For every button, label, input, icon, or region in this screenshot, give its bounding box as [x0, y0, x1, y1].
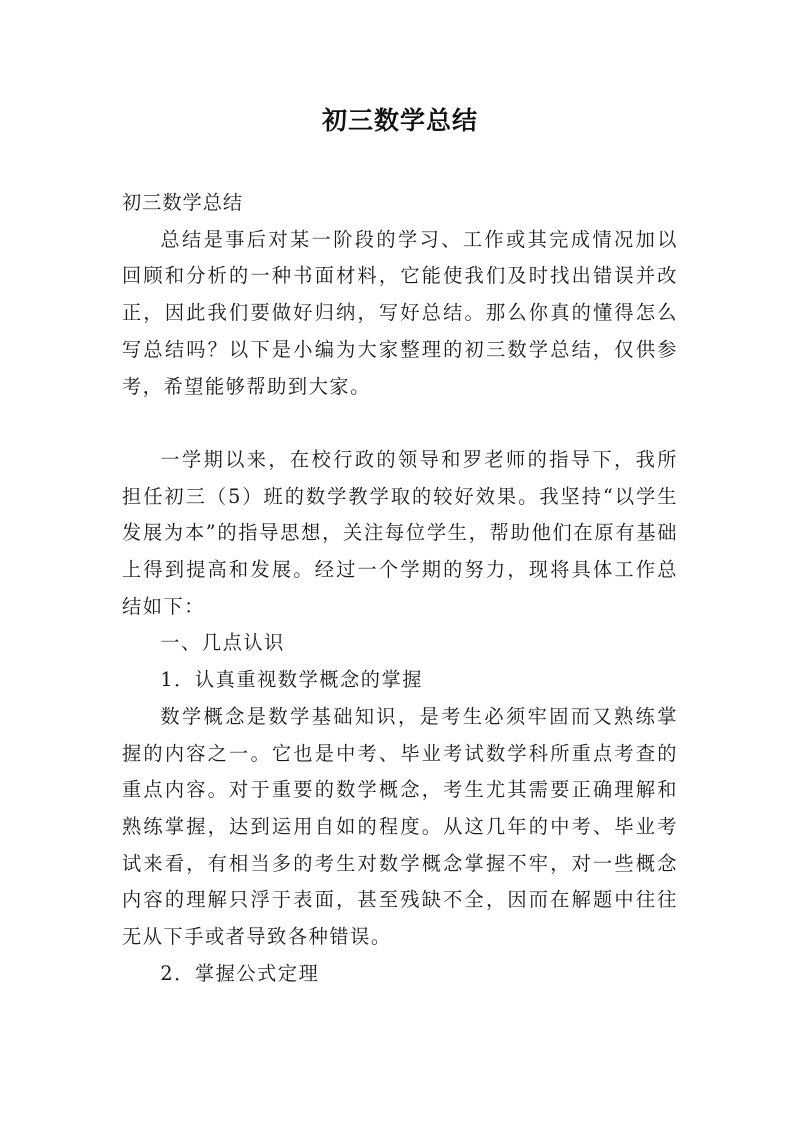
- subtitle-line: 初三数学总结: [122, 191, 244, 214]
- subheading-formulas: 2．掌握公式定理: [160, 961, 320, 985]
- paragraph-spacer: [122, 405, 678, 442]
- concepts-paragraph: 数学概念是数学基础知识，是考生必须牢固而又熟练掌握的内容之一。它也是中考、毕业考试数学科所重点考查的重点内容。对于重要的数学概念，考生尤其需要正确理解和熟练掌握，达到运用自如的程度。从这几年的中考、毕业考试来看，有相当多的考生对数学概念掌握不牢，对一些概念内容的理解只浮于表面，甚至残缺不全，因而在解题中往往无从下手或者导致各种错误。: [122, 704, 678, 949]
- intro-paragraph: 总结是事后对某一阶段的学习、工作或其完成情况加以回顾和分析的一种书面材料，它能使我们及时找出错误并改正，因此我们要做好归纳，写好总结。那么你真的懂得怎么写总结吗？以下是小编为大家整理的初三数学总结，仅供参考，希望能够帮助到大家。: [122, 227, 678, 398]
- section-heading-insights: 一、几点认识: [160, 631, 285, 655]
- document-title: 初三数学总结: [321, 106, 478, 135]
- document-body: [122, 185, 678, 992]
- semester-summary-paragraph: 一学期以来，在校行政的领导和罗老师的指导下，我所担任初三（5）班的数学教学取的较好效果。我坚持“以学生发展为本”的指导思想，关注每位学生，帮助他们在原有基础上得到提高和发展。经过一个学期的努力，现将具体工作总结如下：: [122, 447, 678, 618]
- subheading-concepts: 1．认真重视数学概念的掌握: [160, 668, 423, 692]
